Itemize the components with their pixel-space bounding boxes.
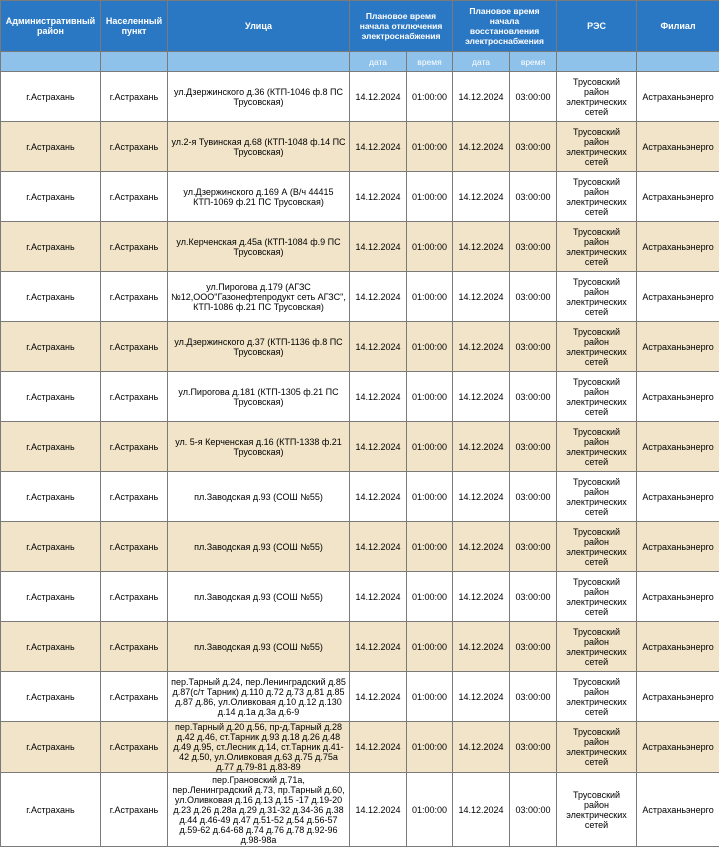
- cell-off-time: 01:00:00: [407, 222, 453, 272]
- cell-branch: Астраханьэнерго: [637, 322, 719, 372]
- cell-street: ул.Пирогова д.181 (КТП-1305 ф.21 ПС Трусовская): [168, 372, 350, 422]
- subheader-off-date: дата: [350, 52, 407, 72]
- cell-on-time: 03:00:00: [510, 572, 557, 622]
- cell-street: ул.Керченская д.45а (КТП-1084 ф.9 ПС Трусовская): [168, 222, 350, 272]
- subheader-blank: [637, 52, 719, 72]
- cell-locality: г.Астрахань: [101, 522, 168, 572]
- subheader-blank: [557, 52, 637, 72]
- cell-district: г.Астрахань: [1, 372, 101, 422]
- cell-on-date: 14.12.2024: [453, 622, 510, 672]
- cell-locality: г.Астрахань: [101, 672, 168, 722]
- table-row: [1, 422, 719, 472]
- cell-res: Трусовский район электрических сетей: [557, 72, 637, 122]
- cell-on-time: 03:00:00: [510, 222, 557, 272]
- header-locality: Населенный пункт: [101, 1, 168, 52]
- cell-on-time: 03:00:00: [510, 122, 557, 172]
- cell-district: г.Астрахань: [1, 422, 101, 472]
- cell-res: Трусовский район электрических сетей: [557, 272, 637, 322]
- cell-res: Трусовский район электрических сетей: [557, 122, 637, 172]
- cell-district: г.Астрахань: [1, 122, 101, 172]
- header-outage-start: Плановое время начала отключения электроснабжения: [350, 1, 453, 52]
- table-body: [1, 72, 719, 847]
- header-restore-start: Плановое время начала восстановления электроснабжения: [453, 1, 557, 52]
- cell-res: Трусовский район электрических сетей: [557, 422, 637, 472]
- cell-on-date: 14.12.2024: [453, 222, 510, 272]
- cell-on-date: 14.12.2024: [453, 322, 510, 372]
- cell-district: г.Астрахань: [1, 222, 101, 272]
- header-street: Улица: [168, 1, 350, 52]
- cell-off-time: 01:00:00: [407, 72, 453, 122]
- table-row: [1, 672, 719, 722]
- cell-on-time: 03:00:00: [510, 172, 557, 222]
- cell-on-time: 03:00:00: [510, 522, 557, 572]
- cell-locality: г.Астрахань: [101, 322, 168, 372]
- cell-district: г.Астрахань: [1, 672, 101, 722]
- cell-on-time: 03:00:00: [510, 672, 557, 722]
- cell-locality: г.Астрахань: [101, 122, 168, 172]
- cell-locality: г.Астрахань: [101, 222, 168, 272]
- cell-on-time: 03:00:00: [510, 722, 557, 773]
- cell-on-time: 03:00:00: [510, 372, 557, 422]
- cell-on-date: 14.12.2024: [453, 722, 510, 773]
- cell-res: Трусовский район электрических сетей: [557, 322, 637, 372]
- header-district: Административный район: [1, 1, 101, 52]
- cell-off-time: 01:00:00: [407, 272, 453, 322]
- cell-off-date: 14.12.2024: [350, 522, 407, 572]
- cell-district: г.Астрахань: [1, 722, 101, 773]
- table-row: [1, 572, 719, 622]
- cell-branch: Астраханьэнерго: [637, 773, 719, 847]
- cell-branch: Астраханьэнерго: [637, 622, 719, 672]
- cell-res: Трусовский район электрических сетей: [557, 722, 637, 773]
- cell-district: г.Астрахань: [1, 272, 101, 322]
- table-row: [1, 172, 719, 222]
- cell-on-date: 14.12.2024: [453, 672, 510, 722]
- cell-locality: г.Астрахань: [101, 372, 168, 422]
- cell-locality: г.Астрахань: [101, 472, 168, 522]
- table-row: [1, 622, 719, 672]
- cell-district: г.Астрахань: [1, 472, 101, 522]
- cell-street: ул.Пирогова д.179 (АГЗС №12,ООО"Газонефтепродукт сеть АГЗС", КТП-1086 ф.21 ПС Трусовская): [168, 272, 350, 322]
- header-res: РЭС: [557, 1, 637, 52]
- cell-locality: г.Астрахань: [101, 773, 168, 847]
- cell-res: Трусовский район электрических сетей: [557, 172, 637, 222]
- cell-off-date: 14.12.2024: [350, 773, 407, 847]
- cell-off-time: 01:00:00: [407, 572, 453, 622]
- table-row: [1, 722, 719, 773]
- cell-off-date: 14.12.2024: [350, 722, 407, 773]
- cell-off-date: 14.12.2024: [350, 172, 407, 222]
- cell-off-time: 01:00:00: [407, 522, 453, 572]
- cell-district: г.Астрахань: [1, 522, 101, 572]
- cell-on-date: 14.12.2024: [453, 522, 510, 572]
- cell-district: г.Астрахань: [1, 322, 101, 372]
- cell-branch: Астраханьэнерго: [637, 522, 719, 572]
- cell-street: пер.Тарный д.24, пер.Ленинградский д.85 д.87(с/т Тарник) д.110 д.72 д.73 д.81 д.85 д.87 д.86, ул.Оливковая д.10 д.12 д.130 д.14 д.1а д.3а д.6-9: [168, 672, 350, 722]
- cell-res: Трусовский район электрических сетей: [557, 222, 637, 272]
- cell-street: пл.Заводская д.93 (СОШ №55): [168, 522, 350, 572]
- cell-res: Трусовский район электрических сетей: [557, 472, 637, 522]
- cell-district: г.Астрахань: [1, 572, 101, 622]
- cell-off-time: 01:00:00: [407, 172, 453, 222]
- cell-off-date: 14.12.2024: [350, 422, 407, 472]
- cell-on-date: 14.12.2024: [453, 572, 510, 622]
- subheader-on-date: дата: [453, 52, 510, 72]
- cell-branch: Астраханьэнерго: [637, 422, 719, 472]
- table-row: [1, 222, 719, 272]
- cell-district: г.Астрахань: [1, 172, 101, 222]
- cell-street: пл.Заводская д.93 (СОШ №55): [168, 472, 350, 522]
- table-row: [1, 522, 719, 572]
- cell-off-time: 01:00:00: [407, 422, 453, 472]
- cell-off-time: 01:00:00: [407, 773, 453, 847]
- subheader-off-time: время: [407, 52, 453, 72]
- cell-locality: г.Астрахань: [101, 172, 168, 222]
- cell-street: ул.Дзержинского д.169 А (В/ч 44415 КТП-1069 ф.21 ПС Трусовская): [168, 172, 350, 222]
- cell-street: пл.Заводская д.93 (СОШ №55): [168, 572, 350, 622]
- cell-locality: г.Астрахань: [101, 422, 168, 472]
- cell-street: пл.Заводская д.93 (СОШ №55): [168, 622, 350, 672]
- cell-on-date: 14.12.2024: [453, 272, 510, 322]
- cell-street: ул.Дзержинского д.37 (КТП-1136 ф.8 ПС Трусовская): [168, 322, 350, 372]
- table-row: [1, 472, 719, 522]
- cell-off-date: 14.12.2024: [350, 72, 407, 122]
- cell-off-time: 01:00:00: [407, 372, 453, 422]
- cell-off-date: 14.12.2024: [350, 222, 407, 272]
- table-row: [1, 272, 719, 322]
- cell-branch: Астраханьэнерго: [637, 172, 719, 222]
- cell-district: г.Астрахань: [1, 72, 101, 122]
- cell-street: пер.Тарный д.20 д.56, пр-д.Тарный д.28 д.42 д.46, ст.Тарник д.93 д.18 д.26 д.48 д.49 д.95, ст.Лесник д.14, ст.Тарник д.41-42 д.50, ул.Оливковая д.63 д.75 д.75а д.77 д.79-81 д.83-89: [168, 722, 350, 773]
- cell-branch: Астраханьэнерго: [637, 572, 719, 622]
- cell-off-date: 14.12.2024: [350, 372, 407, 422]
- cell-off-date: 14.12.2024: [350, 122, 407, 172]
- cell-branch: Астраханьэнерго: [637, 472, 719, 522]
- cell-street: пер.Грановский д.71а, пер.Ленинградский д.73, пр.Тарный д.60, ул.Оливковая д.16 д.13 д.15 -17 д.19-20 д.23 д.26 д.28а д.29 д.31-32 д.34-36 д.38 д.44 д.46-49 д.47 д.51-52 д.54 д.56-57 д.59-62 д.64-68 д.74 д.76 д.78 д.92-96 д.98-98а: [168, 773, 350, 847]
- cell-res: Трусовский район электрических сетей: [557, 622, 637, 672]
- cell-off-time: 01:00:00: [407, 122, 453, 172]
- cell-off-date: 14.12.2024: [350, 322, 407, 372]
- cell-on-time: 03:00:00: [510, 322, 557, 372]
- cell-off-time: 01:00:00: [407, 622, 453, 672]
- cell-on-date: 14.12.2024: [453, 122, 510, 172]
- cell-res: Трусовский район электрических сетей: [557, 672, 637, 722]
- cell-off-date: 14.12.2024: [350, 622, 407, 672]
- cell-on-time: 03:00:00: [510, 72, 557, 122]
- table-row: [1, 372, 719, 422]
- subheader-on-time: время: [510, 52, 557, 72]
- table-row: [1, 72, 719, 122]
- cell-off-time: 01:00:00: [407, 722, 453, 773]
- cell-on-time: 03:00:00: [510, 472, 557, 522]
- table-header: [1, 1, 719, 72]
- cell-on-time: 03:00:00: [510, 773, 557, 847]
- cell-off-time: 01:00:00: [407, 672, 453, 722]
- cell-off-time: 01:00:00: [407, 472, 453, 522]
- cell-branch: Астраханьэнерго: [637, 272, 719, 322]
- cell-locality: г.Астрахань: [101, 272, 168, 322]
- cell-off-date: 14.12.2024: [350, 472, 407, 522]
- table-row: [1, 122, 719, 172]
- cell-branch: Астраханьэнерго: [637, 372, 719, 422]
- cell-district: г.Астрахань: [1, 622, 101, 672]
- cell-on-date: 14.12.2024: [453, 72, 510, 122]
- table-row: [1, 322, 719, 372]
- cell-street: ул.Дзержинского д.36 (КТП-1046 ф.8 ПС Трусовская): [168, 72, 350, 122]
- cell-res: Трусовский район электрических сетей: [557, 522, 637, 572]
- cell-on-date: 14.12.2024: [453, 172, 510, 222]
- cell-off-date: 14.12.2024: [350, 572, 407, 622]
- cell-off-date: 14.12.2024: [350, 272, 407, 322]
- cell-district: г.Астрахань: [1, 773, 101, 847]
- cell-on-date: 14.12.2024: [453, 422, 510, 472]
- cell-on-date: 14.12.2024: [453, 372, 510, 422]
- cell-branch: Астраханьэнерго: [637, 222, 719, 272]
- cell-branch: Астраханьэнерго: [637, 72, 719, 122]
- cell-on-time: 03:00:00: [510, 422, 557, 472]
- cell-off-date: 14.12.2024: [350, 672, 407, 722]
- cell-off-time: 01:00:00: [407, 322, 453, 372]
- subheader-blank: [1, 52, 101, 72]
- cell-branch: Астраханьэнерго: [637, 722, 719, 773]
- cell-on-time: 03:00:00: [510, 622, 557, 672]
- cell-locality: г.Астрахань: [101, 622, 168, 672]
- cell-on-time: 03:00:00: [510, 272, 557, 322]
- cell-street: ул. 5-я Керченская д.16 (КТП-1338 ф.21 Трусовская): [168, 422, 350, 472]
- header-branch: Филиал: [637, 1, 719, 52]
- cell-locality: г.Астрахань: [101, 572, 168, 622]
- cell-on-date: 14.12.2024: [453, 773, 510, 847]
- cell-locality: г.Астрахань: [101, 72, 168, 122]
- subheader-blank: [168, 52, 350, 72]
- cell-locality: г.Астрахань: [101, 722, 168, 773]
- cell-res: Трусовский район электрических сетей: [557, 572, 637, 622]
- cell-branch: Астраханьэнерго: [637, 122, 719, 172]
- cell-res: Трусовский район электрических сетей: [557, 773, 637, 847]
- cell-on-date: 14.12.2024: [453, 472, 510, 522]
- cell-branch: Астраханьэнерго: [637, 672, 719, 722]
- subheader-blank: [101, 52, 168, 72]
- table-row: [1, 773, 719, 847]
- cell-street: ул.2-я Тувинская д.68 (КТП-1048 ф.14 ПС Трусовская): [168, 122, 350, 172]
- cell-res: Трусовский район электрических сетей: [557, 372, 637, 422]
